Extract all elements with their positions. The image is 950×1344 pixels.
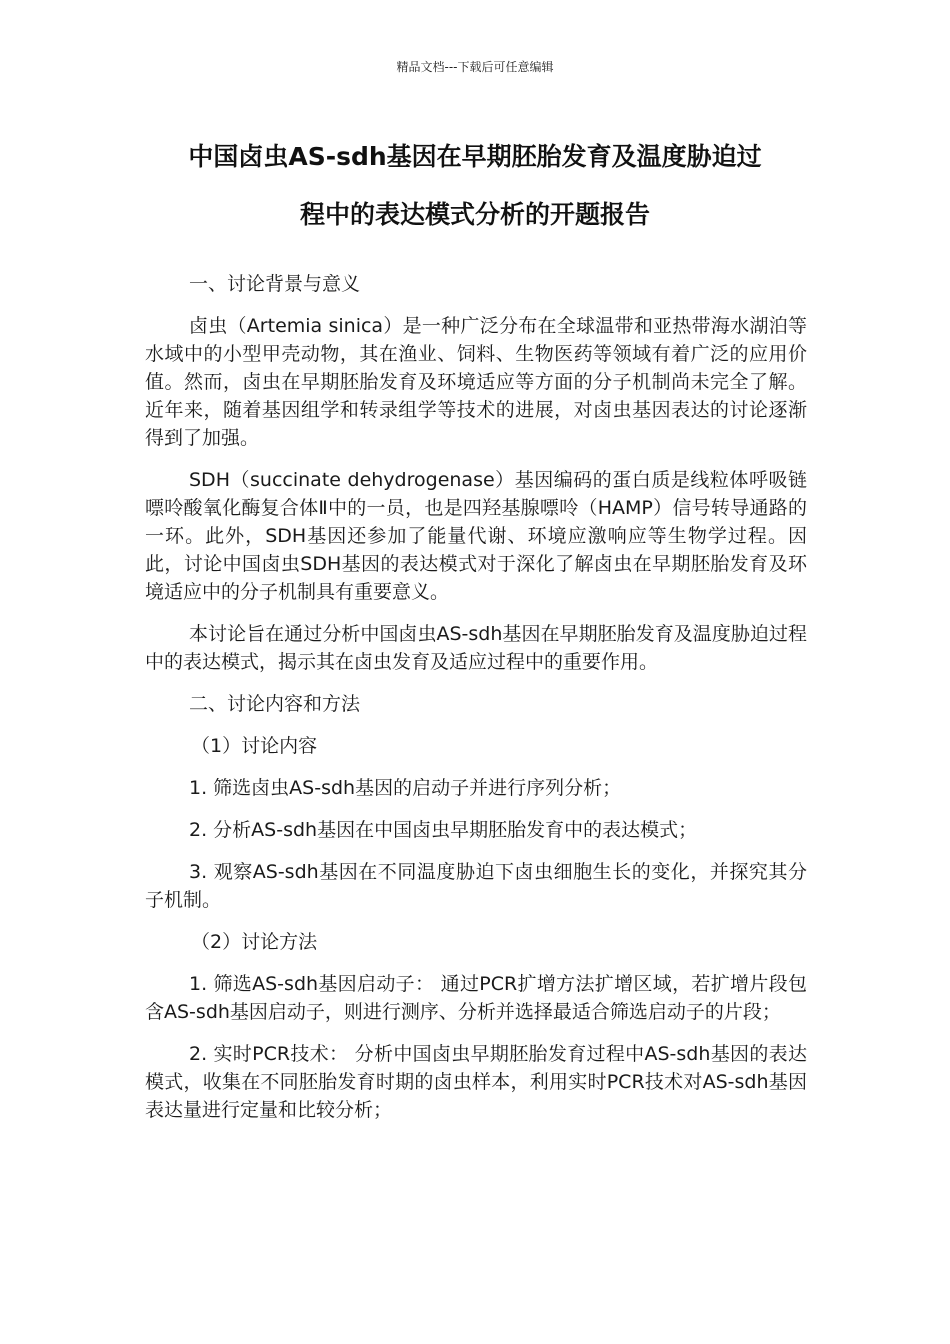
section-heading-background: 一、讨论背景与意义: [189, 273, 361, 295]
content-item-3: 3. 观察AS-sdh基因在不同温度胁迫下卤虫细胞生长的变化，并探究其分子机制。: [145, 861, 807, 911]
document-body: [145, 270, 807, 1138]
paragraph-sdh-gene: SDH（succinate dehydrogenase）基因编码的蛋白质是线粒体呼吸链嘌呤酸氧化酶复合体Ⅱ中的一员，也是四羟基腺嘌呤（HAMP）信号转导通路的一环。此外，SDH基因还参加了能量代谢、环境应激响应等生物学过程。因此，讨论中国卤虫SDH基因的表达模式对于深化了解卤虫在早期胚胎发育及环境适应中的分子机制具有重要意义。: [145, 469, 807, 603]
content-item-2: 2. 分析AS-sdh基因在中国卤虫早期胚胎发育中的表达模式；: [189, 819, 698, 841]
title-line-1: 中国卤虫AS-sdh基因在早期胚胎发育及温度胁迫过: [188, 142, 762, 171]
method-item-2: 2. 实时PCR技术： 分析中国卤虫早期胚胎发育过程中AS-sdh基因的表达模式，收集在不同胚胎发育时期的卤虫样本，利用实时PCR技术对AS-sdh基因表达量进行定量和比较分析；: [145, 1043, 807, 1121]
title-line-2: 程中的表达模式分析的开题报告: [299, 200, 650, 229]
document-title: [120, 128, 830, 244]
subheading-methods: （2）讨论方法: [191, 931, 318, 953]
paragraph-artemia-intro: 卤虫（Artemia sinica）是一种广泛分布在全球温带和亚热带海水湖泊等水域中的小型甲壳动物，其在渔业、饲料、生物医药等领域有着广泛的应用价值。然而，卤虫在早期胚胎发育及环境适应等方面的分子机制尚未完全了解。近年来，随着基因组学和转录组学等技术的进展，对卤虫基因表达的讨论逐渐得到了加强。: [145, 315, 807, 449]
section-heading-content-methods: 二、讨论内容和方法: [189, 693, 361, 715]
subheading-content: （1）讨论内容: [191, 735, 318, 757]
content-item-1: 1. 筛选卤虫AS-sdh基因的启动子并进行序列分析；: [189, 777, 622, 799]
paragraph-research-aim: 本讨论旨在通过分析中国卤虫AS-sdh基因在早期胚胎发育及温度胁迫过程中的表达模式，揭示其在卤虫发育及适应过程中的重要作用。: [145, 623, 807, 673]
header-note: 精品文档---下载后可任意编辑: [396, 60, 554, 74]
method-item-1: 1. 筛选AS-sdh基因启动子： 通过PCR扩增方法扩增区域，若扩增片段包含AS-sdh基因启动子，则进行测序、分析并选择最适合筛选启动子的片段；: [145, 973, 807, 1023]
